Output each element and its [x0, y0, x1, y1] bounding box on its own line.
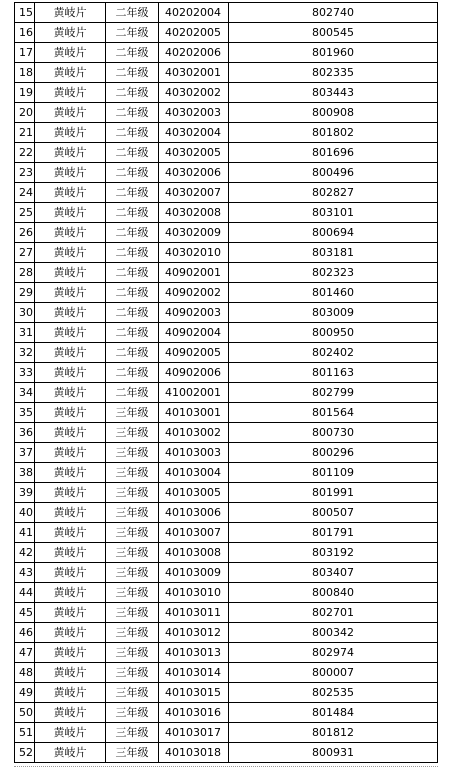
table-row: [15, 643, 438, 663]
id-number-cell: 800545: [229, 23, 438, 43]
grade-cell: 三年级: [106, 683, 159, 703]
id-number-cell: 801163: [229, 363, 438, 383]
grade-cell: 二年级: [106, 283, 159, 303]
id-number-cell: 800296: [229, 443, 438, 463]
row-number-cell: 31: [15, 323, 35, 343]
region-cell: 黄岐片: [35, 363, 106, 383]
class-code-cell: 40103007: [159, 523, 229, 543]
grade-cell: 三年级: [106, 523, 159, 543]
row-number-cell: 29: [15, 283, 35, 303]
row-number-cell: 25: [15, 203, 35, 223]
table-row: [15, 443, 438, 463]
row-number-cell: 24: [15, 183, 35, 203]
row-number-cell: 40: [15, 503, 35, 523]
table-row: [15, 603, 438, 623]
table-row: [15, 163, 438, 183]
region-cell: 黄岐片: [35, 183, 106, 203]
grade-cell: 二年级: [106, 63, 159, 83]
table-row: [15, 63, 438, 83]
table-row: [15, 423, 438, 443]
table-row: [15, 303, 438, 323]
grade-cell: 三年级: [106, 563, 159, 583]
grade-cell: 二年级: [106, 343, 159, 363]
table-row: [15, 503, 438, 523]
class-code-cell: 40103014: [159, 663, 229, 683]
region-cell: 黄岐片: [35, 3, 106, 23]
grade-cell: 二年级: [106, 83, 159, 103]
id-number-cell: 802740: [229, 3, 438, 23]
row-number-cell: 41: [15, 523, 35, 543]
grade-cell: 二年级: [106, 123, 159, 143]
class-code-cell: 40103009: [159, 563, 229, 583]
table-row: [15, 403, 438, 423]
id-number-cell: 800342: [229, 623, 438, 643]
region-cell: 黄岐片: [35, 563, 106, 583]
grade-cell: 三年级: [106, 503, 159, 523]
table-row: [15, 383, 438, 403]
class-code-cell: 40103003: [159, 443, 229, 463]
table-row: [15, 143, 438, 163]
row-number-cell: 23: [15, 163, 35, 183]
row-number-cell: 15: [15, 3, 35, 23]
id-number-cell: 803443: [229, 83, 438, 103]
class-code-cell: 40302001: [159, 63, 229, 83]
table-row: [15, 23, 438, 43]
row-number-cell: 33: [15, 363, 35, 383]
id-number-cell: 802701: [229, 603, 438, 623]
class-code-cell: 40103010: [159, 583, 229, 603]
row-number-cell: 30: [15, 303, 35, 323]
table-row: [15, 203, 438, 223]
grade-cell: 三年级: [106, 583, 159, 603]
id-number-cell: 800931: [229, 743, 438, 763]
row-number-cell: 26: [15, 223, 35, 243]
row-number-cell: 37: [15, 443, 35, 463]
id-number-cell: 802323: [229, 263, 438, 283]
table-row: [15, 83, 438, 103]
grade-cell: 二年级: [106, 23, 159, 43]
class-code-cell: 40103008: [159, 543, 229, 563]
table-row: [15, 743, 438, 763]
row-number-cell: 39: [15, 483, 35, 503]
class-code-cell: 40302009: [159, 223, 229, 243]
grade-cell: 三年级: [106, 543, 159, 563]
region-cell: 黄岐片: [35, 343, 106, 363]
grade-cell: 二年级: [106, 203, 159, 223]
region-cell: 黄岐片: [35, 463, 106, 483]
table-row: [15, 623, 438, 643]
table-row: [15, 43, 438, 63]
class-code-cell: 40902006: [159, 363, 229, 383]
row-number-cell: 43: [15, 563, 35, 583]
class-code-cell: 40103006: [159, 503, 229, 523]
class-code-cell: 40902004: [159, 323, 229, 343]
id-number-cell: 803192: [229, 543, 438, 563]
id-number-cell: 800730: [229, 423, 438, 443]
region-cell: 黄岐片: [35, 423, 106, 443]
region-cell: 黄岐片: [35, 383, 106, 403]
region-cell: 黄岐片: [35, 23, 106, 43]
table-row: [15, 663, 438, 683]
grade-cell: 二年级: [106, 163, 159, 183]
region-cell: 黄岐片: [35, 583, 106, 603]
grade-cell: 二年级: [106, 223, 159, 243]
row-number-cell: 27: [15, 243, 35, 263]
class-code-cell: 40302006: [159, 163, 229, 183]
region-cell: 黄岐片: [35, 83, 106, 103]
table-row: [15, 523, 438, 543]
region-cell: 黄岐片: [35, 43, 106, 63]
id-number-cell: 801564: [229, 403, 438, 423]
grade-cell: 二年级: [106, 323, 159, 343]
table-row: [15, 363, 438, 383]
class-code-cell: 40103001: [159, 403, 229, 423]
row-number-cell: 38: [15, 463, 35, 483]
region-cell: 黄岐片: [35, 703, 106, 723]
class-code-cell: 40302004: [159, 123, 229, 143]
class-code-cell: 40302003: [159, 103, 229, 123]
region-cell: 黄岐片: [35, 163, 106, 183]
class-code-cell: 40103012: [159, 623, 229, 643]
class-code-cell: 40103002: [159, 423, 229, 443]
row-number-cell: 50: [15, 703, 35, 723]
row-number-cell: 34: [15, 383, 35, 403]
row-number-cell: 48: [15, 663, 35, 683]
grade-cell: 三年级: [106, 463, 159, 483]
class-code-cell: 40103015: [159, 683, 229, 703]
table-row: [15, 243, 438, 263]
id-number-cell: 801991: [229, 483, 438, 503]
row-number-cell: 32: [15, 343, 35, 363]
class-code-cell: 40302007: [159, 183, 229, 203]
row-number-cell: 16: [15, 23, 35, 43]
region-cell: 黄岐片: [35, 683, 106, 703]
row-number-cell: 49: [15, 683, 35, 703]
class-code-cell: 40103018: [159, 743, 229, 763]
id-number-cell: 801960: [229, 43, 438, 63]
row-number-cell: 35: [15, 403, 35, 423]
table-row: [15, 583, 438, 603]
grade-cell: 三年级: [106, 643, 159, 663]
grade-cell: 三年级: [106, 623, 159, 643]
region-cell: 黄岐片: [35, 483, 106, 503]
table-row: [15, 723, 438, 743]
id-number-cell: 801484: [229, 703, 438, 723]
class-code-cell: 40902002: [159, 283, 229, 303]
id-number-cell: 800694: [229, 223, 438, 243]
region-cell: 黄岐片: [35, 663, 106, 683]
page-footer-divider: [14, 766, 438, 767]
id-number-cell: 800840: [229, 583, 438, 603]
table-row: [15, 563, 438, 583]
region-cell: 黄岐片: [35, 283, 106, 303]
id-number-cell: 801802: [229, 123, 438, 143]
class-code-cell: 40103017: [159, 723, 229, 743]
id-number-cell: 802402: [229, 343, 438, 363]
table-row: [15, 123, 438, 143]
region-cell: 黄岐片: [35, 203, 106, 223]
row-number-cell: 18: [15, 63, 35, 83]
row-number-cell: 45: [15, 603, 35, 623]
grade-cell: 三年级: [106, 663, 159, 683]
region-cell: 黄岐片: [35, 323, 106, 343]
data-table: [14, 2, 438, 763]
grade-cell: 二年级: [106, 143, 159, 163]
grade-cell: 三年级: [106, 703, 159, 723]
grade-cell: 三年级: [106, 603, 159, 623]
row-number-cell: 52: [15, 743, 35, 763]
id-number-cell: 802827: [229, 183, 438, 203]
id-number-cell: 800496: [229, 163, 438, 183]
region-cell: 黄岐片: [35, 403, 106, 423]
class-code-cell: 40302010: [159, 243, 229, 263]
id-number-cell: 800507: [229, 503, 438, 523]
class-code-cell: 40902003: [159, 303, 229, 323]
region-cell: 黄岐片: [35, 503, 106, 523]
id-number-cell: 803407: [229, 563, 438, 583]
id-number-cell: 801791: [229, 523, 438, 543]
class-code-cell: 40103004: [159, 463, 229, 483]
region-cell: 黄岐片: [35, 263, 106, 283]
table-row: [15, 263, 438, 283]
id-number-cell: 801109: [229, 463, 438, 483]
id-number-cell: 800950: [229, 323, 438, 343]
table-row: [15, 343, 438, 363]
row-number-cell: 22: [15, 143, 35, 163]
table-row: [15, 703, 438, 723]
class-code-cell: 40103013: [159, 643, 229, 663]
grade-cell: 三年级: [106, 723, 159, 743]
region-cell: 黄岐片: [35, 63, 106, 83]
region-cell: 黄岐片: [35, 723, 106, 743]
class-code-cell: 40103016: [159, 703, 229, 723]
row-number-cell: 36: [15, 423, 35, 443]
region-cell: 黄岐片: [35, 623, 106, 643]
row-number-cell: 47: [15, 643, 35, 663]
grade-cell: 三年级: [106, 403, 159, 423]
region-cell: 黄岐片: [35, 543, 106, 563]
grade-cell: 二年级: [106, 103, 159, 123]
id-number-cell: 801812: [229, 723, 438, 743]
region-cell: 黄岐片: [35, 223, 106, 243]
region-cell: 黄岐片: [35, 643, 106, 663]
grade-cell: 二年级: [106, 363, 159, 383]
table-row: [15, 223, 438, 243]
id-number-cell: 802799: [229, 383, 438, 403]
region-cell: 黄岐片: [35, 523, 106, 543]
row-number-cell: 20: [15, 103, 35, 123]
grade-cell: 三年级: [106, 743, 159, 763]
table-row: [15, 683, 438, 703]
grade-cell: 二年级: [106, 183, 159, 203]
class-code-cell: 41002001: [159, 383, 229, 403]
class-code-cell: 40103011: [159, 603, 229, 623]
table-row: [15, 463, 438, 483]
grade-cell: 二年级: [106, 43, 159, 63]
row-number-cell: 42: [15, 543, 35, 563]
table-row: [15, 323, 438, 343]
table-row: [15, 543, 438, 563]
class-code-cell: 40302002: [159, 83, 229, 103]
region-cell: 黄岐片: [35, 123, 106, 143]
row-number-cell: 44: [15, 583, 35, 603]
table-row: [15, 283, 438, 303]
class-code-cell: 40202004: [159, 3, 229, 23]
table-row: [15, 183, 438, 203]
row-number-cell: 51: [15, 723, 35, 743]
table-row: [15, 103, 438, 123]
region-cell: 黄岐片: [35, 743, 106, 763]
grade-cell: 三年级: [106, 483, 159, 503]
grade-cell: 二年级: [106, 263, 159, 283]
class-code-cell: 40103005: [159, 483, 229, 503]
grade-cell: 二年级: [106, 383, 159, 403]
id-number-cell: 800007: [229, 663, 438, 683]
row-number-cell: 17: [15, 43, 35, 63]
id-number-cell: 800908: [229, 103, 438, 123]
class-code-cell: 40302008: [159, 203, 229, 223]
table-row: [15, 3, 438, 23]
id-number-cell: 803009: [229, 303, 438, 323]
region-cell: 黄岐片: [35, 603, 106, 623]
table-row: [15, 483, 438, 503]
id-number-cell: 801460: [229, 283, 438, 303]
grade-cell: 三年级: [106, 443, 159, 463]
row-number-cell: 28: [15, 263, 35, 283]
region-cell: 黄岐片: [35, 143, 106, 163]
row-number-cell: 19: [15, 83, 35, 103]
id-number-cell: 803101: [229, 203, 438, 223]
class-code-cell: 40902005: [159, 343, 229, 363]
grade-cell: 三年级: [106, 423, 159, 443]
class-code-cell: 40902001: [159, 263, 229, 283]
id-number-cell: 803181: [229, 243, 438, 263]
row-number-cell: 21: [15, 123, 35, 143]
class-code-cell: 40202006: [159, 43, 229, 63]
region-cell: 黄岐片: [35, 443, 106, 463]
region-cell: 黄岐片: [35, 103, 106, 123]
class-code-cell: 40202005: [159, 23, 229, 43]
grade-cell: 二年级: [106, 3, 159, 23]
id-number-cell: 802974: [229, 643, 438, 663]
region-cell: 黄岐片: [35, 243, 106, 263]
id-number-cell: 802535: [229, 683, 438, 703]
row-number-cell: 46: [15, 623, 35, 643]
id-number-cell: 802335: [229, 63, 438, 83]
grade-cell: 二年级: [106, 303, 159, 323]
class-code-cell: 40302005: [159, 143, 229, 163]
table-body: [15, 3, 438, 763]
region-cell: 黄岐片: [35, 303, 106, 323]
grade-cell: 二年级: [106, 243, 159, 263]
id-number-cell: 801696: [229, 143, 438, 163]
